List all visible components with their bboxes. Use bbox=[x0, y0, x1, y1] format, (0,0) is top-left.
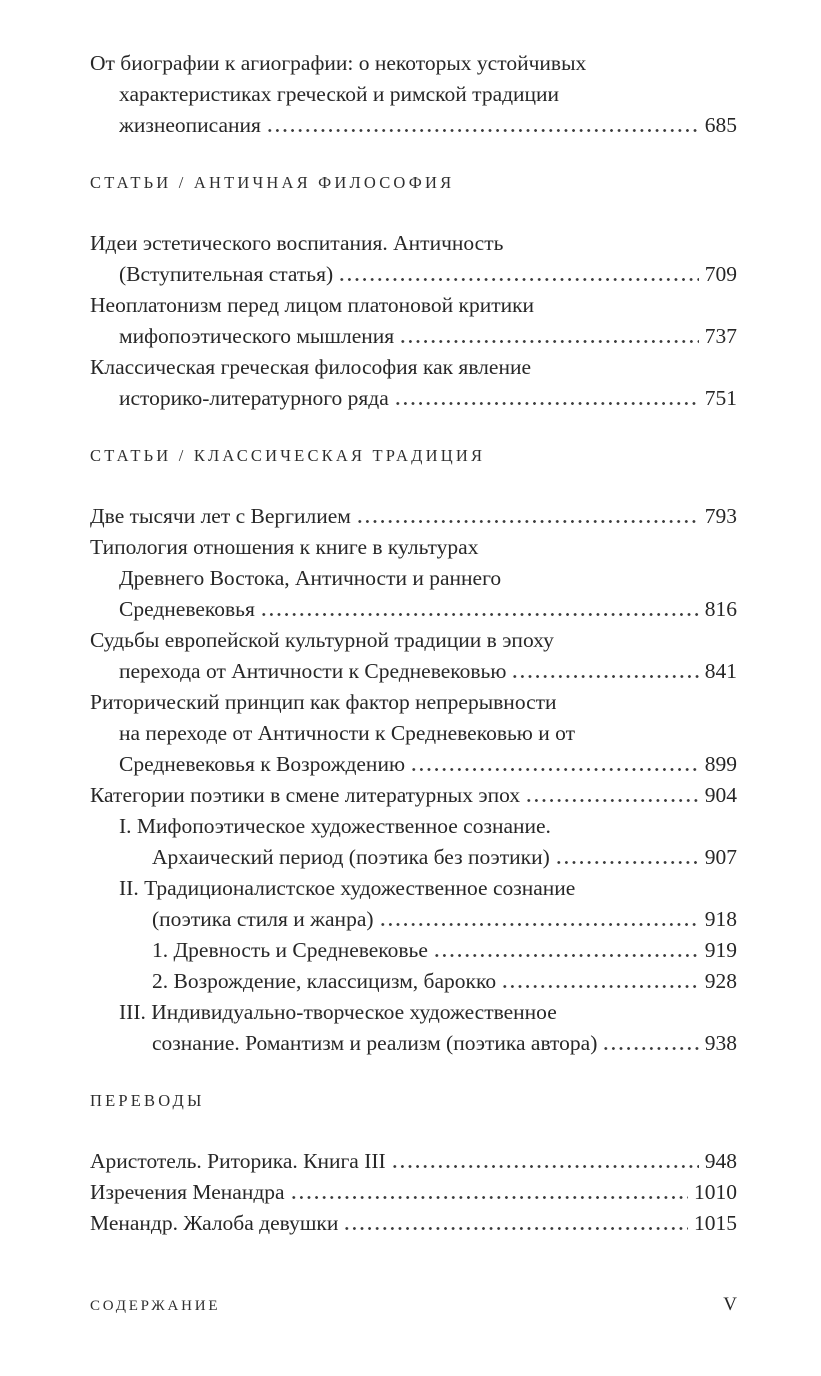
dot-leader bbox=[378, 923, 699, 926]
footer-page-number: V bbox=[723, 1294, 737, 1315]
dot-leader bbox=[398, 340, 699, 343]
toc-page-number: 751 bbox=[704, 386, 737, 410]
toc-entry-text: на переходе от Античности к Средневековью и от bbox=[119, 721, 575, 745]
toc-entry-text: Судьбы европейской культурной традиции в эпоху bbox=[90, 628, 554, 652]
toc-entry bbox=[90, 290, 737, 352]
toc-entry-text: Аристотель. Риторика. Книга III bbox=[90, 1149, 386, 1173]
toc-entry-text: От биографии к агиографии: о некоторых устойчивых bbox=[90, 51, 587, 75]
toc-entry bbox=[90, 48, 737, 141]
toc-page-number: 737 bbox=[704, 324, 737, 348]
toc-entry-text: Средневековья к Возрождению bbox=[119, 752, 406, 776]
dot-leader bbox=[265, 129, 699, 132]
section-heading: СТАТЬИ / КЛАССИЧЕСКАЯ ТРАДИЦИЯ bbox=[90, 446, 486, 465]
toc-entry-last-line bbox=[90, 321, 737, 352]
toc-entry-last-line bbox=[90, 1177, 737, 1208]
page-footer bbox=[90, 1294, 737, 1316]
toc-entry-last-line bbox=[90, 110, 737, 141]
toc-entry-text: Риторический принцип как фактор непрерывности bbox=[90, 690, 557, 714]
toc-entry-last-line bbox=[90, 1208, 737, 1239]
toc-entry-text: Изречения Менандра bbox=[90, 1180, 285, 1204]
toc-page-number: 793 bbox=[704, 504, 737, 528]
toc-entry-last-line bbox=[90, 966, 737, 997]
dot-leader bbox=[393, 402, 699, 405]
toc-page-number: 928 bbox=[704, 969, 737, 993]
toc-page-number: 899 bbox=[704, 752, 737, 776]
toc-entry-last-line bbox=[90, 501, 737, 532]
toc-entry bbox=[90, 1146, 737, 1177]
toc-entry-last-line bbox=[90, 594, 737, 625]
toc-entry bbox=[90, 687, 737, 780]
toc-entry-last-line bbox=[90, 259, 737, 290]
toc-page-number: 907 bbox=[704, 845, 737, 869]
toc-page-number: 904 bbox=[704, 783, 737, 807]
toc-page-number: 685 bbox=[704, 113, 737, 137]
section-heading: ПЕРЕВОДЫ bbox=[90, 1091, 205, 1110]
toc-entry-last-line bbox=[90, 749, 737, 780]
toc-entry-text: Типология отношения к книге в культурах bbox=[90, 535, 479, 559]
dot-leader bbox=[355, 520, 699, 523]
toc-entry-last-line bbox=[90, 780, 737, 811]
toc-page-number: 948 bbox=[704, 1149, 737, 1173]
section-heading: СТАТЬИ / АНТИЧНАЯ ФИЛОСОФИЯ bbox=[90, 173, 455, 192]
toc-entry bbox=[90, 966, 737, 997]
toc-entry-last-line bbox=[90, 656, 737, 687]
toc-entry-text: Категории поэтики в смене литературных эпох bbox=[90, 783, 521, 807]
toc-entry bbox=[90, 1208, 737, 1239]
toc-entry-last-line bbox=[90, 383, 737, 414]
toc-entry-text: Архаический период (поэтика без поэтики) bbox=[152, 845, 550, 869]
dot-leader bbox=[432, 954, 699, 957]
dot-leader bbox=[510, 675, 698, 678]
toc-entry bbox=[90, 532, 737, 625]
toc-entry-text: сознание. Романтизм и реализм (поэтика автора) bbox=[152, 1031, 598, 1055]
toc-entry-text: (Вступительная статья) bbox=[119, 262, 334, 286]
toc-entry-last-line bbox=[90, 842, 737, 873]
dot-leader bbox=[390, 1165, 699, 1168]
toc-entry bbox=[90, 501, 737, 532]
toc-page-number: 918 bbox=[704, 907, 737, 931]
toc-entry-last-line bbox=[90, 935, 737, 966]
dot-leader bbox=[601, 1047, 698, 1050]
footer-section-label: СОДЕРЖАНИЕ bbox=[90, 1298, 221, 1314]
toc-entry-last-line bbox=[90, 904, 737, 935]
toc-entry-last-line bbox=[90, 1028, 737, 1059]
toc-entry-text: I. Мифопоэтическое художественное сознание. bbox=[119, 814, 551, 838]
toc-entry-text: Менандр. Жалоба девушки bbox=[90, 1211, 339, 1235]
toc-entry bbox=[90, 625, 737, 687]
toc-entry-text: Средневековья bbox=[119, 597, 255, 621]
toc-entry-text: Две тысячи лет с Вергилием bbox=[90, 504, 351, 528]
dot-leader bbox=[259, 613, 699, 616]
toc-entry-text: III. Индивидуально-творческое художественное bbox=[119, 1000, 557, 1024]
toc-list bbox=[90, 48, 737, 1239]
toc-entry bbox=[90, 1177, 737, 1208]
toc-entry bbox=[90, 935, 737, 966]
dot-leader bbox=[337, 278, 699, 281]
toc-entry bbox=[90, 228, 737, 290]
toc-entry bbox=[90, 352, 737, 414]
dot-leader bbox=[524, 799, 699, 802]
toc-page-number: 938 bbox=[704, 1031, 737, 1055]
toc-entry-text: перехода от Античности к Средневековью bbox=[119, 659, 507, 683]
toc-page-number: 1010 bbox=[694, 1180, 737, 1204]
toc-entry bbox=[90, 780, 737, 811]
toc-entry-last-line bbox=[90, 1146, 737, 1177]
toc-page-number: 919 bbox=[704, 938, 737, 962]
toc-page-number: 709 bbox=[704, 262, 737, 286]
dot-leader bbox=[500, 985, 699, 988]
toc-entry-text: 2. Возрождение, классицизм, барокко bbox=[152, 969, 497, 993]
toc-entry-text: мифопоэтического мышления bbox=[119, 324, 395, 348]
toc-entry bbox=[90, 811, 737, 873]
toc-entry-text: 1. Древность и Средневековье bbox=[152, 938, 428, 962]
toc-entry-text: (поэтика стиля и жанра) bbox=[152, 907, 374, 931]
toc-entry-text: характеристиках греческой и римской традиции bbox=[119, 82, 560, 106]
toc-entry bbox=[90, 997, 737, 1059]
toc-entry-text: историко-литературного ряда bbox=[119, 386, 389, 410]
dot-leader bbox=[289, 1196, 688, 1199]
toc-page-number: 1015 bbox=[694, 1211, 737, 1235]
toc-entry bbox=[90, 873, 737, 935]
toc-entry-text: Неоплатонизм перед лицом платоновой критики bbox=[90, 293, 535, 317]
toc-entry-text: жизнеописания bbox=[119, 113, 261, 137]
toc-entry-text: Идеи эстетического воспитания. Античность bbox=[90, 231, 504, 255]
dot-leader bbox=[554, 861, 699, 864]
toc-page-number: 841 bbox=[704, 659, 737, 683]
dot-leader bbox=[409, 768, 699, 771]
toc-page-number: 816 bbox=[704, 597, 737, 621]
toc-entry-text: II. Традиционалистское художественное сознание bbox=[119, 876, 576, 900]
dot-leader bbox=[342, 1227, 688, 1230]
toc-entry-text: Классическая греческая философия как явление bbox=[90, 355, 532, 379]
toc-entry-text: Древнего Востока, Античности и раннего bbox=[119, 566, 502, 590]
